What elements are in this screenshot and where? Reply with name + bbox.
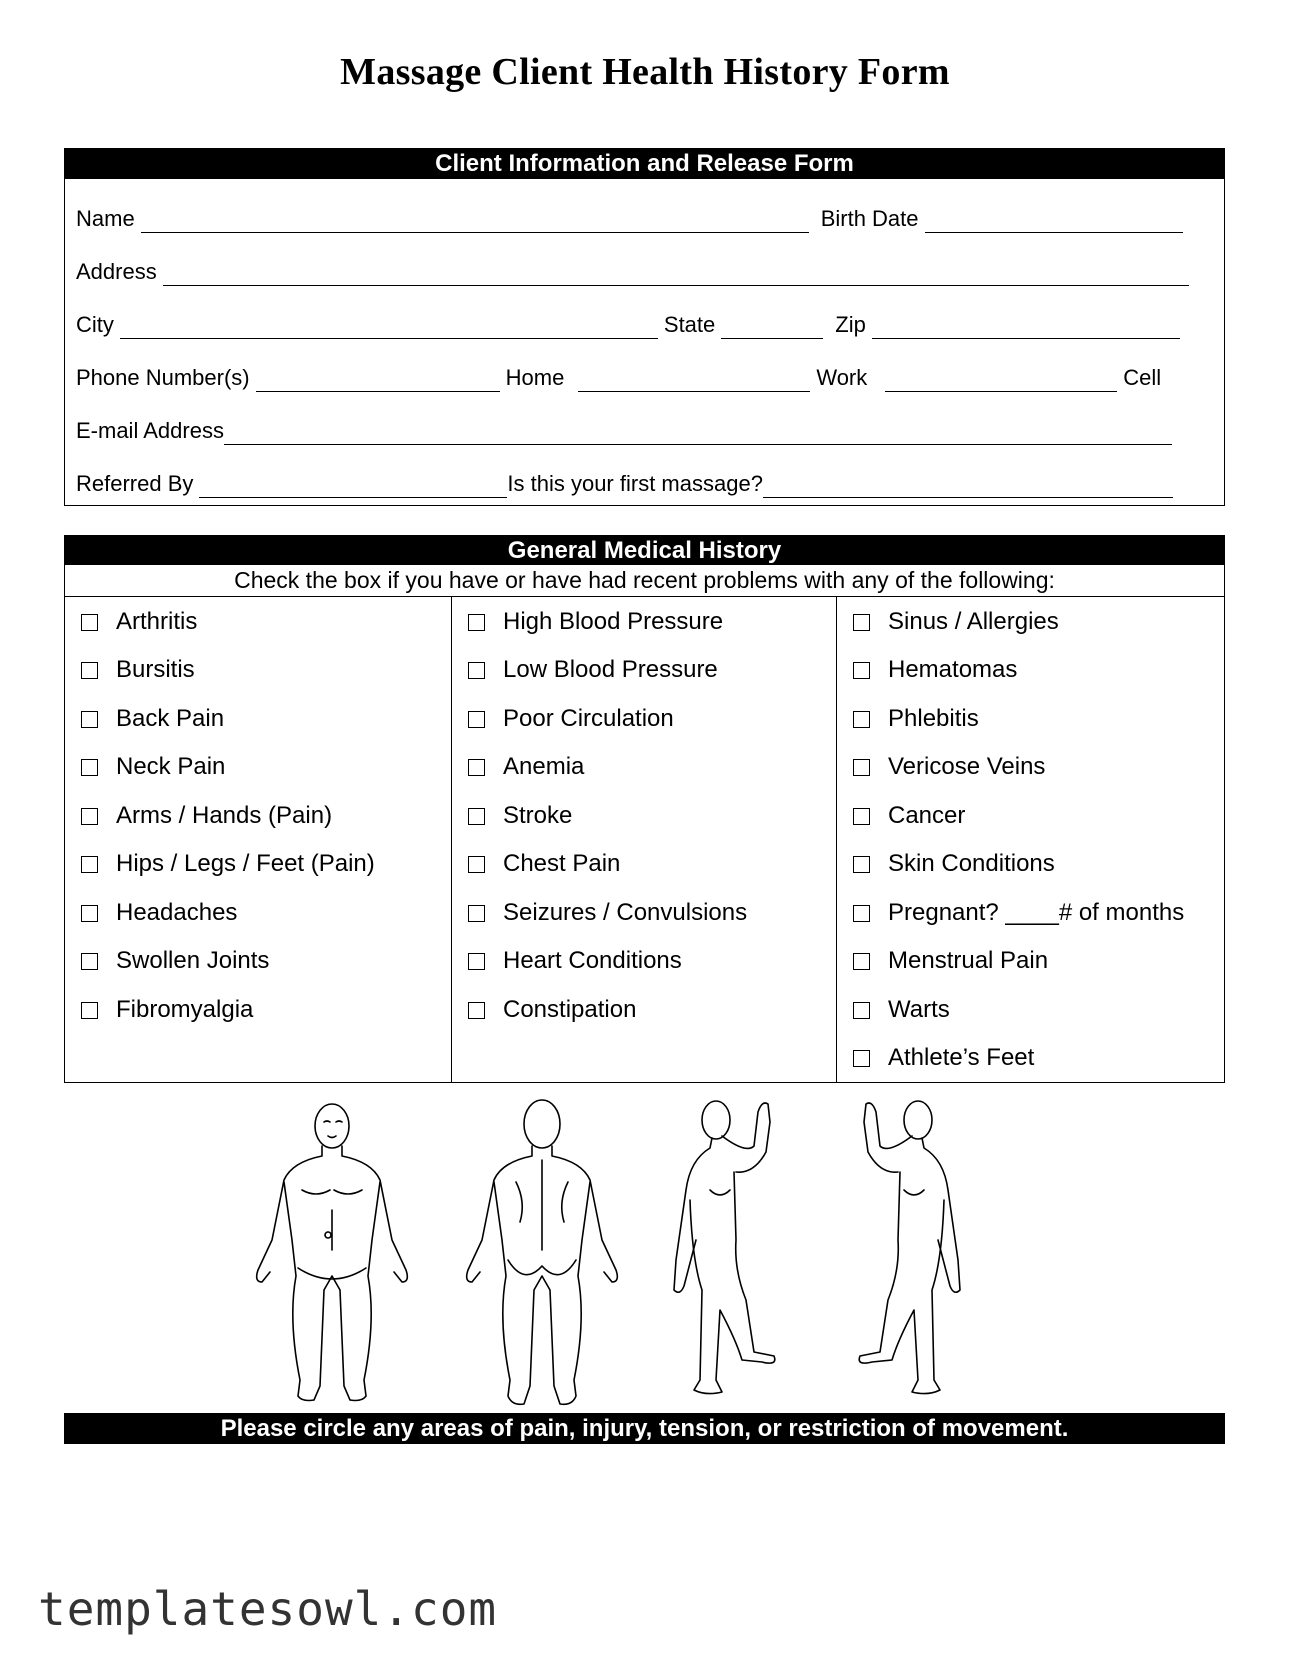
condition-checkbox[interactable] [464,946,682,976]
condition-checkbox[interactable] [77,607,197,637]
checkbox[interactable] [81,711,98,728]
condition-label: Back Pain [116,705,225,732]
home-label: Home [505,365,565,390]
work-phone-field[interactable] [578,367,810,392]
condition-label: Anemia [503,753,585,780]
state-label: State [663,312,716,337]
condition-checkbox[interactable] [849,655,1017,685]
condition-label: Fibromyalgia [116,996,254,1023]
condition-checkbox[interactable] [464,607,723,637]
condition-checkbox[interactable] [464,898,747,928]
checkbox[interactable] [81,953,98,970]
checkbox[interactable] [468,759,485,776]
first-massage-field[interactable] [763,473,1173,498]
name-label: Name [76,206,135,231]
condition-label: Heart Conditions [503,947,682,974]
checkbox[interactable] [853,711,870,728]
home-phone-field[interactable] [256,367,500,392]
condition-label: Low Blood Pressure [503,656,718,683]
condition-label: Headaches [116,899,238,926]
body-chart-instruction: Please circle any areas of pain, injury, tension, or restriction of movement. [64,1413,1225,1444]
body-diagram[interactable] [240,1090,1080,1412]
checkbox[interactable] [853,662,870,679]
condition-checkbox[interactable] [464,752,584,782]
state-field[interactable] [721,314,823,339]
checkbox[interactable] [81,808,98,825]
checkbox[interactable] [81,1002,98,1019]
condition-checkbox[interactable] [77,655,195,685]
checkbox[interactable] [468,662,485,679]
condition-checkbox[interactable] [849,752,1045,782]
referred-by-label: Referred By [76,471,194,496]
condition-label: Menstrual Pain [888,947,1049,974]
condition-checkbox[interactable] [77,946,269,976]
birth-date-field[interactable] [925,208,1183,233]
condition-checkbox[interactable] [77,801,332,831]
condition-checkbox[interactable] [849,704,979,734]
condition-label: Bursitis [116,656,195,683]
condition-column-2 [451,597,837,1082]
name-field[interactable] [141,208,809,233]
checkbox[interactable] [468,614,485,631]
checkbox[interactable] [853,808,870,825]
zip-field[interactable] [872,314,1180,339]
condition-checkbox[interactable] [849,898,1184,928]
condition-checkbox[interactable] [464,995,636,1025]
condition-checkbox[interactable] [464,849,620,879]
condition-checkbox[interactable] [77,704,224,734]
name-row [76,205,1213,233]
body-figure-front[interactable] [257,1104,408,1401]
checkbox[interactable] [468,856,485,873]
checkbox[interactable] [468,808,485,825]
checkbox[interactable] [853,953,870,970]
condition-label: Vericose Veins [888,753,1046,780]
condition-label: Poor Circulation [503,705,674,732]
checkbox[interactable] [468,1002,485,1019]
checkbox[interactable] [468,711,485,728]
condition-label: Hips / Legs / Feet (Pain) [116,850,375,877]
checkbox[interactable] [81,662,98,679]
checkbox[interactable] [853,1002,870,1019]
condition-label: Seizures / Convulsions [503,899,748,926]
zip-label: Zip [835,312,866,337]
condition-checkbox[interactable] [849,849,1055,879]
medical-history-section [64,535,1225,1083]
cell-label: Cell [1123,365,1162,390]
address-label: Address [76,259,157,284]
referred-by-field[interactable] [199,473,507,498]
condition-label: Chest Pain [503,850,621,877]
client-information-section [64,148,1225,506]
city-field[interactable] [120,314,658,339]
condition-label: Warts [888,996,950,1023]
checkbox[interactable] [468,905,485,922]
condition-checkbox[interactable] [849,607,1059,637]
condition-label: Cancer [888,802,966,829]
checkbox[interactable] [853,759,870,776]
cell-phone-field[interactable] [885,367,1117,392]
checkbox[interactable] [853,856,870,873]
watermark: templatesowl.com [38,1582,498,1636]
body-figure-side-right[interactable] [674,1101,775,1394]
city-row [76,311,1213,339]
condition-label: Swollen Joints [116,947,270,974]
city-label: City [76,312,114,337]
address-row [76,258,1213,286]
birth-date-label: Birth Date [820,206,919,231]
page-title: Massage Client Health History Form [340,51,950,93]
condition-checkbox[interactable] [849,801,965,831]
condition-label: Neck Pain [116,753,226,780]
address-field[interactable] [163,261,1189,286]
checkbox[interactable] [81,905,98,922]
body-figure-side-left[interactable] [859,1101,960,1394]
condition-checkbox[interactable] [464,704,674,734]
email-field[interactable] [224,420,1172,445]
condition-label: Arthritis [116,608,198,635]
condition-label: Arms / Hands (Pain) [116,802,333,829]
condition-checkbox[interactable] [464,655,718,685]
condition-label: Skin Conditions [888,850,1055,877]
condition-label: Sinus / Allergies [888,608,1059,635]
condition-label: High Blood Pressure [503,608,724,635]
condition-label: Athlete’s Feet [888,1044,1035,1071]
condition-column-1 [65,597,451,1082]
condition-label: Pregnant? ____# of months [888,899,1185,926]
condition-checkbox[interactable] [77,995,253,1025]
condition-label: Phlebitis [888,705,979,732]
condition-checkbox[interactable] [849,1043,1034,1073]
first-massage-label: Is this your first massage? [507,471,763,496]
email-row [76,417,1213,445]
condition-checkbox[interactable] [849,946,1048,976]
client-section-header: Client Information and Release Form [65,149,1224,179]
condition-checkbox[interactable] [77,752,225,782]
condition-label: Stroke [503,802,573,829]
checkbox[interactable] [81,759,98,776]
condition-checkbox[interactable] [464,801,572,831]
condition-checkbox[interactable] [77,849,375,879]
medical-section-header: General Medical History [65,536,1224,565]
checkbox[interactable] [853,1050,870,1067]
phone-label: Phone Number(s) [76,365,250,390]
condition-checkbox[interactable] [849,995,950,1025]
checkbox[interactable] [853,614,870,631]
condition-label: Hematomas [888,656,1018,683]
medical-instruction: Check the box if you have or have had recent problems with any of the following: [65,565,1224,597]
checkbox[interactable] [853,905,870,922]
condition-column-3 [836,597,1225,1082]
work-label: Work [816,365,868,390]
email-label: E-mail Address [76,418,224,443]
checkbox[interactable] [468,953,485,970]
checkbox[interactable] [81,856,98,873]
condition-checkbox[interactable] [77,898,237,928]
referral-row [76,470,1213,498]
phone-row [76,364,1213,392]
checkbox[interactable] [81,614,98,631]
condition-label: Constipation [503,996,637,1023]
body-figure-back[interactable] [467,1100,618,1404]
